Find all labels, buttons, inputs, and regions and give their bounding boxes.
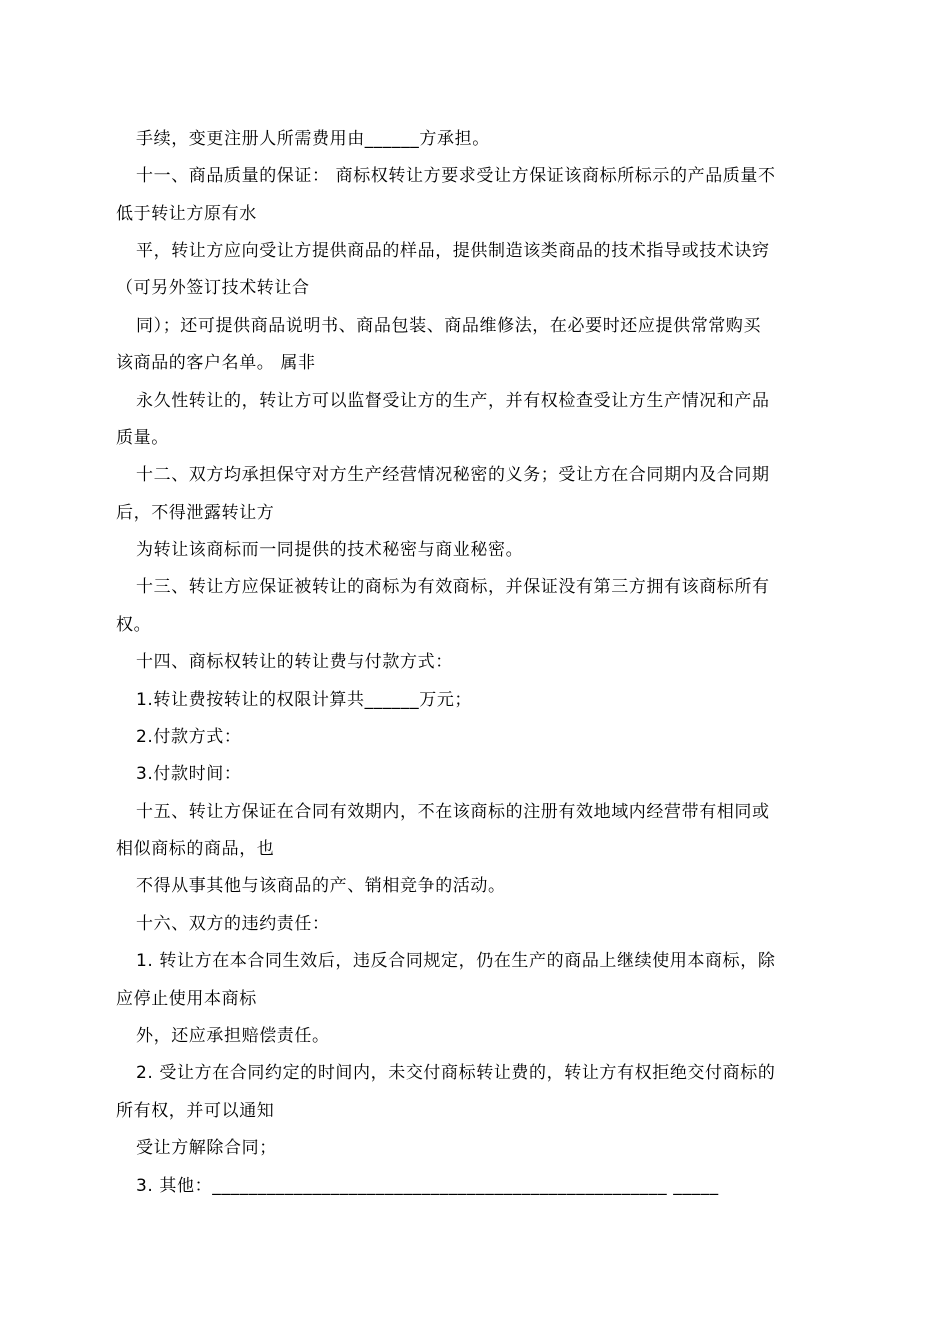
text-line: 3. 其他：__________________________________________________ _____: [136, 1176, 719, 1196]
text-line: 所有权，并可以通知: [116, 1101, 275, 1121]
text-line: 权。: [116, 615, 152, 635]
text-line: 2. 受让方在合同约定的时间内，未交付商标转让费的，转让方有权拒绝交付商标的: [136, 1063, 776, 1083]
text-line: 十三、转让方应保证被转让的商标为有效商标，并保证没有第三方拥有该商标所有: [136, 577, 770, 597]
text-line: 平，转让方应向受让方提供商品的样品，提供制造该类商品的技术指导或技术诀窍: [136, 241, 770, 261]
text-line: 手续，变更注册人所需费用由______方承担。: [136, 129, 490, 149]
text-line: 后，不得泄露转让方: [116, 503, 275, 523]
text-line: 低于转让方原有水: [116, 204, 257, 224]
text-line: 应停止使用本商标: [116, 989, 257, 1009]
text-line: 十五、转让方保证在合同有效期内，不在该商标的注册有效地域内经营带有相同或: [136, 802, 770, 822]
text-line: 同）；还可提供商品说明书、商品包装、商品维修法，在必要时还应提供常常购买: [136, 316, 762, 336]
text-line: 该商品的客户名单。 属非: [116, 353, 316, 373]
text-line: 永久性转让的，转让方可以监督受让方的生产，并有权检查受让方生产情况和产品: [136, 391, 770, 411]
text-line: 1. 转让方在本合同生效后，违反合同规定，仍在生产的商品上继续使用本商标，除: [136, 951, 776, 971]
text-line: （可另外签订技术转让合: [116, 278, 310, 298]
text-line: 质量。: [116, 428, 169, 448]
text-line: 受让方解除合同；: [136, 1138, 277, 1158]
text-line: 2.付款方式：: [136, 727, 242, 747]
text-line: 十一、商品质量的保证： 商标权转让方要求受让方保证该商标所标示的产品质量不: [136, 166, 776, 186]
text-line: 为转让该商标而一同提供的技术秘密与商业秘密。: [136, 540, 524, 560]
text-line: 相似商标的商品，也: [116, 839, 275, 859]
text-line: 十四、商标权转让的转让费与付款方式：: [136, 652, 453, 672]
text-line: 不得从事其他与该商品的产、销相竞争的活动。: [136, 876, 506, 896]
text-line: 十二、双方均承担保守对方生产经营情况秘密的义务；受让方在合同期内及合同期: [136, 465, 770, 485]
text-line: 外，还应承担赔偿责任。: [136, 1026, 330, 1046]
text-line: 3.付款时间：: [136, 764, 242, 784]
text-line: 1.转让费按转让的权限计算共______万元；: [136, 690, 473, 710]
text-line: 十六、双方的违约责任：: [136, 914, 330, 934]
